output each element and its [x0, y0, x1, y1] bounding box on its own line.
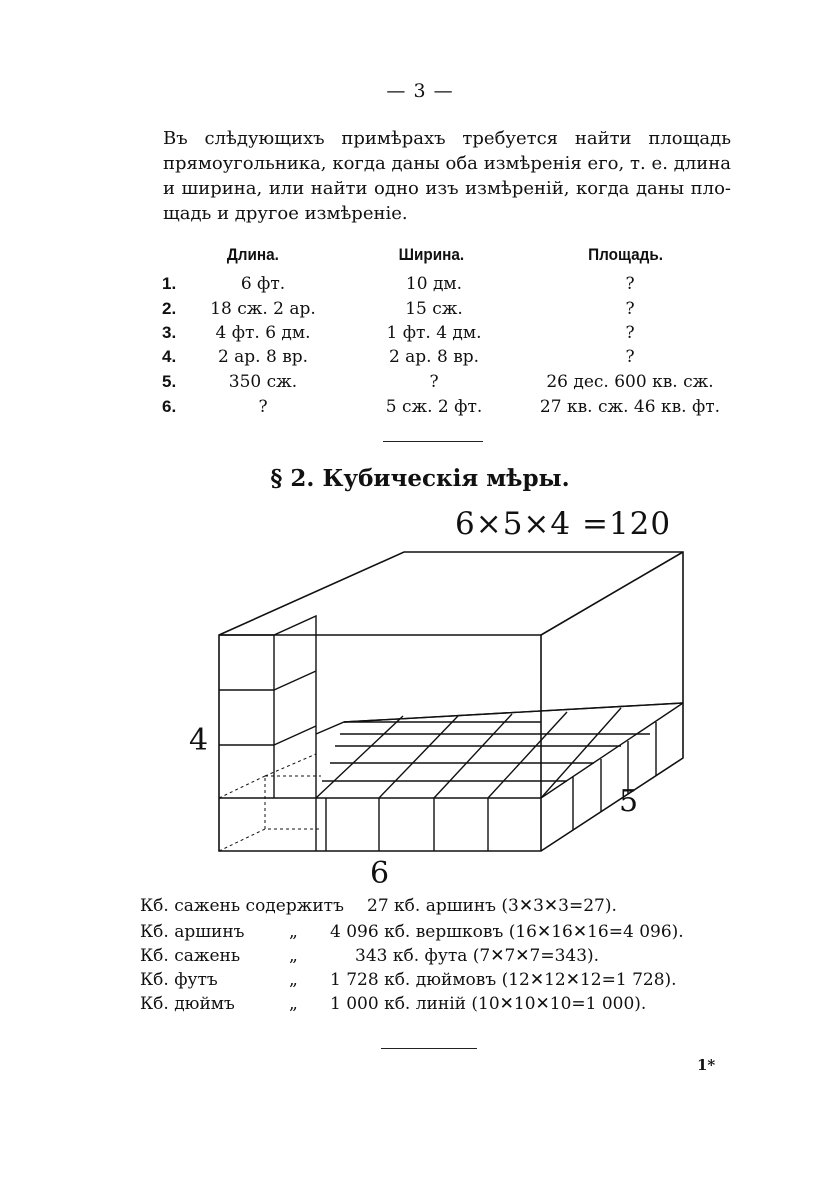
- table-row: [0, 347, 840, 371]
- ditto-mark: „: [289, 970, 298, 990]
- list-item: [0, 896, 840, 920]
- measure-text: 27 кб. аршинъ (3✕3✕3=27).: [367, 896, 617, 916]
- cell-length: 2 ар. 8 вр.: [217, 347, 309, 367]
- height-label: 4: [189, 723, 209, 758]
- intro-line: и ширина, или найти одно изъ измѣреній, когда даны пло-: [163, 178, 731, 199]
- table-row: [0, 299, 840, 323]
- ditto-mark: „: [289, 946, 298, 966]
- row-number: 4.: [162, 347, 177, 366]
- list-item: [0, 922, 840, 946]
- cell-width: 1 фт. 4 дм.: [386, 323, 482, 343]
- divider: [381, 1048, 477, 1049]
- measure-text: 1 000 кб. линій (10✕10✕10=1 000).: [330, 994, 647, 1014]
- table-row: [0, 274, 840, 298]
- cell-area: ?: [625, 274, 635, 294]
- cell-length: 4 фт. 6 дм.: [215, 323, 311, 343]
- cell-area: ?: [625, 323, 635, 343]
- measure-unit: Кб. аршинъ: [140, 922, 245, 942]
- cell-width: 10 дм.: [405, 274, 463, 294]
- row-number: 1.: [162, 274, 177, 293]
- cube-box-figure: [0, 540, 840, 940]
- list-item: [0, 970, 840, 994]
- intro-line: Въ слѣдующихъ примѣрахъ требуется найти площадь: [163, 128, 731, 149]
- row-number: 6.: [162, 397, 177, 416]
- header-area: Площадь.: [588, 245, 663, 264]
- divider: [383, 441, 483, 442]
- table-row: [0, 397, 840, 421]
- header-length: Длина.: [226, 245, 279, 264]
- cell-area: ?: [625, 347, 635, 367]
- measure-unit: Кб. дюймъ: [140, 994, 235, 1014]
- cell-width: 5 сж. 2 фт.: [385, 397, 483, 417]
- cell-length: 18 сж. 2 ар.: [210, 299, 316, 319]
- page-number: — 3 —: [386, 80, 454, 102]
- depth-label: 5: [619, 784, 639, 819]
- measure-unit: Кб. сажень: [140, 946, 241, 966]
- cell-length: ?: [258, 397, 268, 417]
- table-row: [0, 323, 840, 347]
- cell-length: 6 фт.: [240, 274, 286, 294]
- cell-length: 350 сж.: [228, 372, 298, 392]
- cell-width: 15 сж.: [405, 299, 463, 319]
- volume-formula: 6×5×4 =120: [455, 506, 672, 542]
- ditto-mark: „: [289, 994, 298, 1014]
- row-number: 5.: [162, 372, 177, 391]
- length-label: 6: [370, 856, 390, 891]
- intro-line: щадь и другое измѣреніе.: [163, 203, 408, 224]
- list-item: [0, 994, 840, 1018]
- intro-line: прямоугольника, когда даны оба измѣренія его, т. е. длина: [163, 153, 731, 174]
- cell-area: 26 дес. 600 кв. сж.: [546, 372, 714, 392]
- table-row: [0, 372, 840, 396]
- cell-width: ?: [429, 372, 439, 392]
- measure-unit: Кб. сажень содержитъ: [140, 896, 344, 916]
- measure-text: 1 728 кб. дюймовъ (12✕12✕12=1 728).: [330, 970, 677, 990]
- cell-width: 2 ар. 8 вр.: [388, 347, 480, 367]
- section-title: § 2. Кубическія мѣры.: [270, 465, 570, 492]
- measure-text: 343 кб. фута (7✕7✕7=343).: [355, 946, 600, 966]
- header-width: Ширина.: [398, 245, 465, 264]
- intro-paragraph: [163, 126, 731, 226]
- cell-area: ?: [625, 299, 635, 319]
- signature-mark: 1*: [697, 1056, 716, 1074]
- measure-text: 4 096 кб. вершковъ (16✕16✕16=4 096).: [330, 922, 684, 942]
- cell-area: 27 кв. сж. 46 кв. фт.: [539, 397, 721, 417]
- measure-unit: Кб. футъ: [140, 970, 218, 990]
- row-number: 3.: [162, 323, 177, 342]
- ditto-mark: „: [289, 922, 298, 942]
- list-item: [0, 946, 840, 970]
- row-number: 2.: [162, 299, 177, 318]
